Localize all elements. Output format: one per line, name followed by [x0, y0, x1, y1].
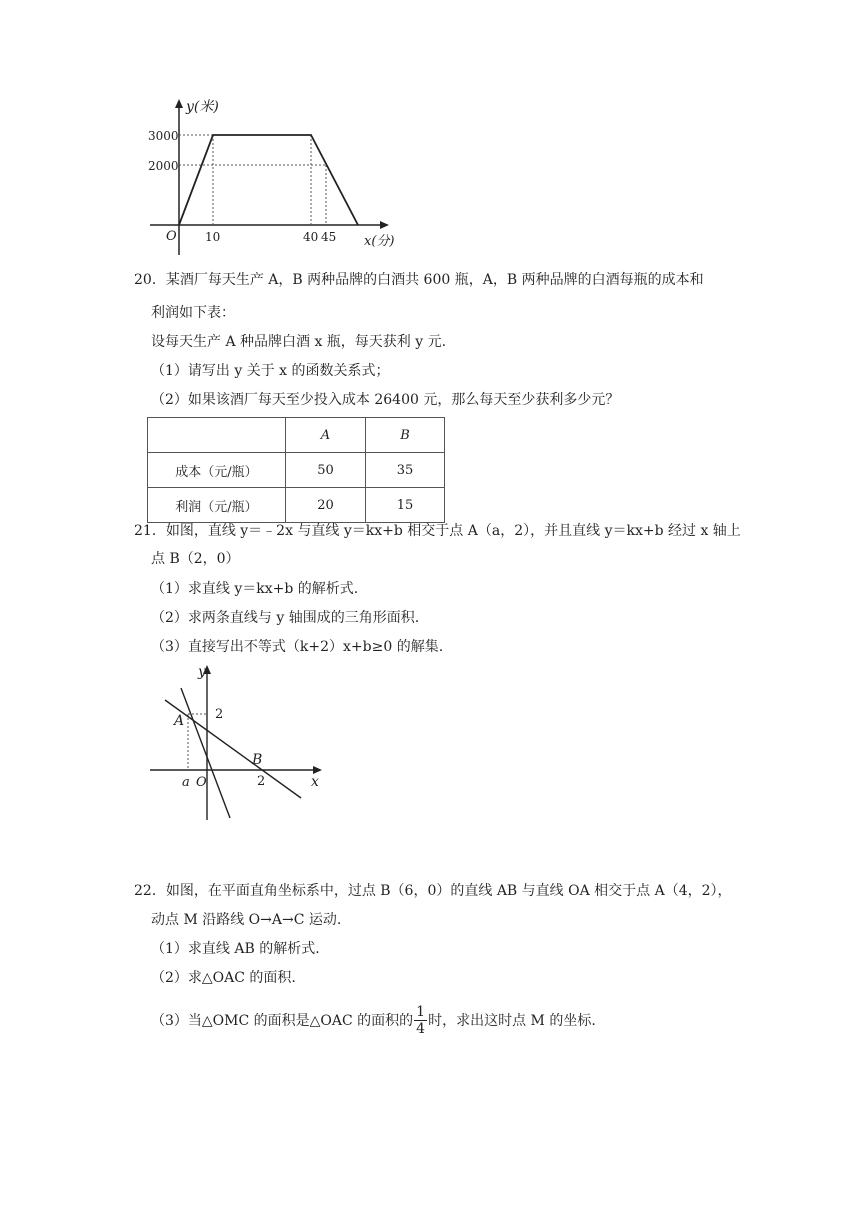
y-axis-label: y(米): [186, 99, 219, 115]
x-tick-45: 45: [321, 230, 337, 244]
q21-sub3: （3）直接写出不等式（k+2）x+b≥0 的解集.: [151, 639, 444, 655]
intersecting-lines-graph: [145, 660, 335, 825]
fraction: [414, 1004, 427, 1037]
q20-sub1: （1）请写出 y 关于 x 的函数关系式；: [151, 363, 390, 379]
q22-sub2: （2）求△OAC 的面积.: [151, 970, 296, 986]
table-cell: 利润（元/瓶）: [148, 488, 286, 523]
table-cell: 50: [286, 453, 366, 488]
table-cell: 成本（元/瓶）: [148, 453, 286, 488]
y-label: y: [198, 664, 206, 680]
x-axis-label: x(分): [364, 234, 395, 249]
table-row: [148, 488, 445, 523]
q21-sub2: （2）求两条直线与 y 轴围成的三角形面积.: [151, 610, 420, 626]
x-tick-2: 2: [257, 774, 266, 789]
x-axis-arrow: [380, 221, 389, 229]
y-axis-arrow: [175, 99, 183, 108]
table-cell: 20: [286, 488, 366, 523]
q22-line2: 动点 M 沿路线 O→A→C 运动.: [151, 912, 342, 928]
q20-line2: 利润如下表：: [151, 305, 235, 321]
table-row: [148, 453, 445, 488]
q22-sub3: [151, 1004, 596, 1037]
y-tick-2: 2: [215, 707, 224, 722]
q22-sub3-pre: （3）当△OMC 的面积是△OAC 的面积的: [151, 1012, 414, 1029]
tick-a: a: [182, 775, 190, 790]
q21-sub1: （1）求直线 y＝kx+b 的解析式.: [151, 581, 359, 597]
table-header-b: B: [366, 418, 445, 453]
q20-sub2: （2）如果该酒厂每天至少投入成本 26400 元，那么每天至少获利多少元？: [151, 392, 620, 408]
origin-label: O: [196, 775, 207, 790]
point-a-label: A: [174, 713, 185, 729]
fraction-numerator: 1: [416, 1004, 426, 1020]
y-tick-2000: 2000: [148, 159, 179, 173]
table-cell: [148, 418, 286, 453]
x-tick-40: 40: [303, 230, 319, 244]
q22-sub1: （1）求直线 AB 的解析式.: [151, 941, 320, 957]
y-tick-3000: 3000: [148, 129, 179, 143]
q20-line3: 设每天生产 A 种品牌白酒 x 瓶，每天获利 y 元.: [151, 334, 447, 350]
table-cell: 35: [366, 453, 445, 488]
distance-time-graph: [130, 95, 410, 265]
q22-line1: 22．如图，在平面直角坐标系中，过点 B（6，0）的直线 AB 与直线 OA 相交于点 A（4，2），: [134, 883, 732, 899]
cost-profit-table: [147, 417, 445, 523]
q21-line2: 点 B（2，0）: [151, 551, 240, 567]
q20-line1: 20．某酒厂每天生产 A，B 两种品牌的白酒共 600 瓶，A，B 两种品牌的白酒每瓶的成本和: [134, 272, 704, 288]
q21-line1: 21．如图，直线 y＝﹣2x 与直线 y＝kx+b 相交于点 A（a，2），并且直线 y＝kx+b 经过 x 轴上: [134, 523, 741, 539]
x-label: x: [311, 774, 319, 790]
point-b-label: B: [252, 752, 263, 768]
table-header-row: [148, 418, 445, 453]
table-cell: 15: [366, 488, 445, 523]
fraction-denominator: 4: [416, 1021, 426, 1037]
x-axis-arrow: [313, 766, 322, 774]
origin-label: O: [166, 229, 177, 244]
q22-sub3-post: 时，求出这时点 M 的坐标.: [428, 1012, 596, 1029]
x-tick-10: 10: [205, 230, 221, 244]
table-header-a: A: [286, 418, 366, 453]
distance-line: [179, 135, 358, 225]
